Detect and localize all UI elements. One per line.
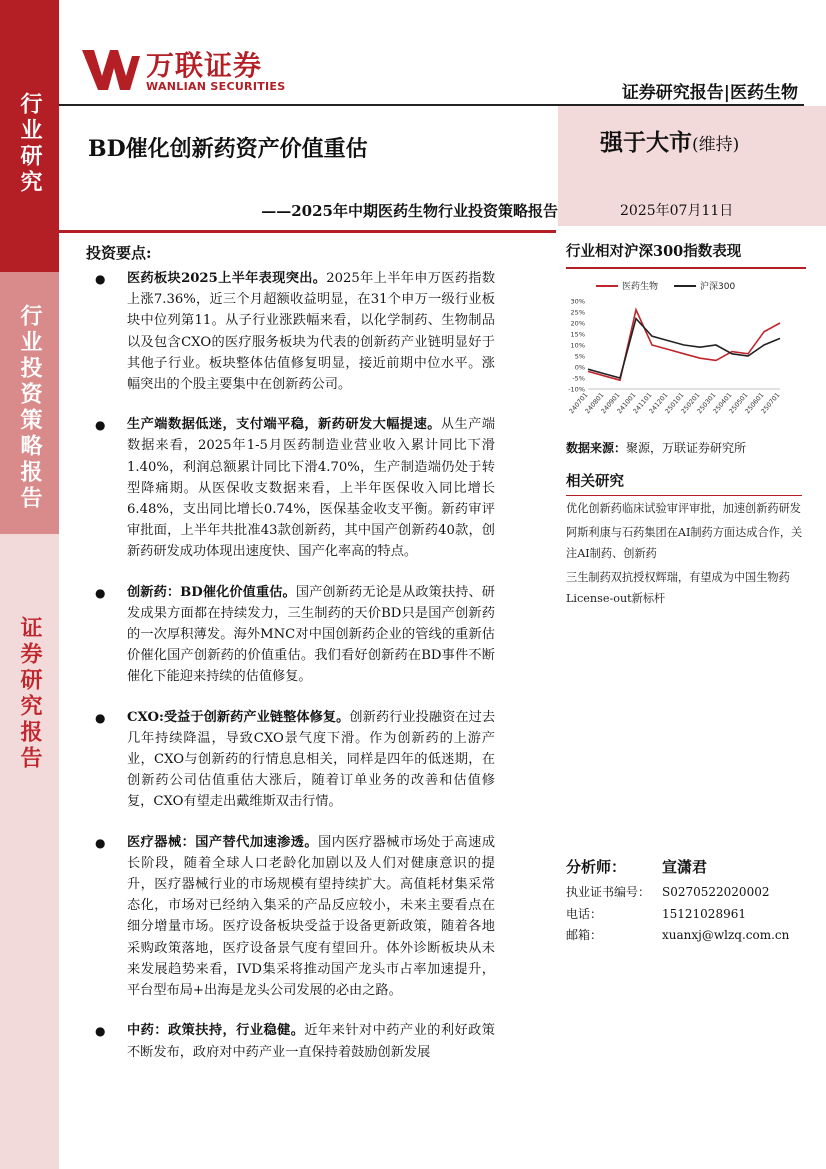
phone-value: 15121028961 [662,906,746,921]
rating-note: (维持) [692,135,740,155]
key-point [95,707,495,813]
x-tick-label: 240901 [599,391,622,416]
key-point-body: 近年来针对中药产业的利好政策不断发布，政府对中药产业一直保持着鼓励创新发展 [127,1023,495,1060]
key-point-head: 医疗器械：国产替代加速渗透。 [127,834,319,850]
analyst-email-row [566,925,796,947]
key-point [95,832,495,1002]
sidebar [0,0,59,1169]
y-tick-label: 0% [574,363,585,372]
sidebar-segment-securities-report [0,534,59,1169]
x-tick-label: 241101 [631,391,654,416]
bullet-icon: ● [95,272,106,286]
y-tick-label: 25% [570,308,585,317]
x-tick-label: 250601 [743,391,766,416]
analyst-label: 分析师： [566,858,627,876]
report-type: 证券研究报告|医药生物 [621,83,798,103]
analyst-name: 宣潇君 [662,858,708,876]
sidebar-label: 行业研究 [17,92,42,196]
related-research-item[interactable]: 三生制药双抗授权辉瑞，有望成为中国生物药License-out新标杆 [566,570,790,606]
analyst-header [566,856,796,878]
x-tick-label: 250301 [695,391,718,416]
x-tick-label: 250401 [711,391,734,416]
y-tick-label: 10% [570,341,585,350]
sidebar-segment-strategy-report [0,272,59,534]
report-date: 2025年07月11日 [620,203,734,219]
sidebar-label: 行业投资策略报告 [17,304,42,512]
performance-chart [566,279,786,429]
report-title: BD催化创新药资产价值重估 [88,136,368,162]
report-subtitle: ——2025年中期医药生物行业投资策略报告 [261,202,558,220]
sidebar-label: 证券研究报告 [17,616,42,772]
right-column [566,240,806,610]
x-tick-label: 250101 [663,391,686,416]
data-source [566,439,806,456]
cert-value: S0270522020002 [662,885,770,899]
key-point-body: 国内医疗器械市场处于高速成长阶段，随着全球人口老龄化加剧以及人们对健康意识的提升，医疗器械行业的市场规模有望持续扩大。高值耗材集采常态化，市场对已经纳入集采的产品反应较小，未来主要看点在细分增量市场。医疗设备板块受益于设备更新政策，随着各地采购政策落地，医疗设备景气度有望回升。体外诊断板块从未来发展趋势来看，IVD集采将推动国产龙头市占率加速提升，平台型布局+出海是龙头公司发展的必由之路。 [127,834,496,999]
phone-label: 电话： [566,906,603,921]
x-tick-label: 250201 [679,391,702,416]
key-point [95,582,495,688]
key-point-head: 中药：政策扶持，行业稳健。 [127,1023,305,1039]
bullet-icon: ● [95,585,106,600]
key-point [95,1020,495,1062]
related-research-item[interactable]: 优化创新药临床试验审评审批，加速创新药研发 [566,502,801,515]
bullet-icon: ● [95,1024,106,1039]
related-research-item[interactable]: 阿斯利康与石药集团在AI制药方面达成合作，关注AI制药、创新药 [566,525,803,561]
legend-label: 沪深300 [700,282,736,292]
rating-value: 强于大市 [600,129,692,156]
bullet-icon: ● [95,710,106,725]
chart-title: 行业相对沪深300指数表现 [566,240,806,269]
key-point [95,268,495,395]
company-logo [80,44,310,96]
x-tick-label: 241001 [615,391,638,416]
analyst-info [566,856,796,947]
email-value[interactable]: xuanxj@wlzq.com.cn [662,928,790,942]
y-tick-label: -10% [568,385,585,394]
email-label: 邮箱： [566,928,603,942]
x-tick-label: 250701 [759,391,782,416]
y-tick-label: 30% [570,297,585,306]
logo-chinese-name: 万联证券 [146,49,263,82]
wanlian-logo-icon [80,46,140,92]
key-point-body: 国产创新药无论是从政策扶持、研发成果方面都在持续发力，三生制药的天价BD只是国产创新药的一次厚积薄发。海外MNC对中国创新药企业的管线的重新估价催化国产创新药的价值重估。我们看好创新药在BD事件不断催化下能迎来持续的估值修复。 [127,584,495,685]
key-points-list [95,268,495,1082]
related-research-title: 相关研究 [566,470,802,496]
y-tick-label: -5% [572,374,585,383]
analyst-phone-row [566,904,796,926]
key-point-head: 生产端数据低迷，支付端平稳，新药研发大幅提速。 [127,417,441,433]
rating [600,124,739,157]
bullet-icon: ● [95,835,106,850]
x-tick-label: 240701 [567,391,590,416]
key-point-body: 2025年上半年申万医药指数上涨7.36%，近三个月超额收益明显，在31个申万一级行业板块中位列第11。从子行业涨跌幅来看，以化学制药、生物制品以及包含CXO的医疗服务板块为代表的创新药产业链明显好于其他子行业。板块整体估值修复明显，接近前期中位水平。涨幅突出的个股主要集中在创新药公司。 [127,271,496,393]
data-source-text: 聚源，万联证券研究所 [626,441,747,455]
key-points-title: 投资要点: [86,244,152,262]
key-point-body: 从生产端数据来看，2025年1-5月医药制造业营业收入累计同比下滑1.40%，利润总额累计同比下滑4.70%，生产制造端仍处于转型降痛期。从医保收支数据来看，上半年医保收入同比增长6.48%，支出同比增长0.74%，医保基金收支平衡。新药审评审批面，上半年共批准43款创新药，其中国产创新药40款，创新药研发成功体现出速度快、国产化率高的特点。 [127,417,496,560]
y-tick-label: 5% [574,352,585,361]
legend-label: 医药生物 [622,282,659,292]
x-tick-label: 241201 [647,391,670,416]
logo-english-name: WANLIAN SECURITIES [146,80,286,93]
y-tick-label: 20% [570,319,585,328]
y-tick-label: 15% [570,330,585,339]
data-source-label: 数据来源： [566,441,627,455]
cert-label: 执业证书编号： [566,885,651,899]
key-point-head: 医药板块2025上半年表现突出。 [127,271,327,286]
bullet-icon: ● [95,418,106,433]
title-divider [59,230,556,233]
key-point-head: CXO:受益于创新药产业链整体修复。 [127,709,350,725]
chart-svg [566,279,786,429]
key-point-head: 创新药：BD催化价值重估。 [127,584,296,600]
key-point [95,414,495,562]
x-tick-label: 240801 [583,391,606,416]
key-point-body: 创新药行业投融资在过去几年持续降温，导致CXO景气度下滑。作为创新药的上游产业，CXO与创新药的行情息息相关，同样是四年的低迷期，在创新药公司估值重估大涨后，随着订单业务的改善和估值修复，CXO有望走出戴维斯双击行情。 [127,709,496,810]
analyst-cert-row [566,882,796,904]
sidebar-segment-industry-research [0,0,59,272]
x-tick-label: 250501 [727,391,750,416]
